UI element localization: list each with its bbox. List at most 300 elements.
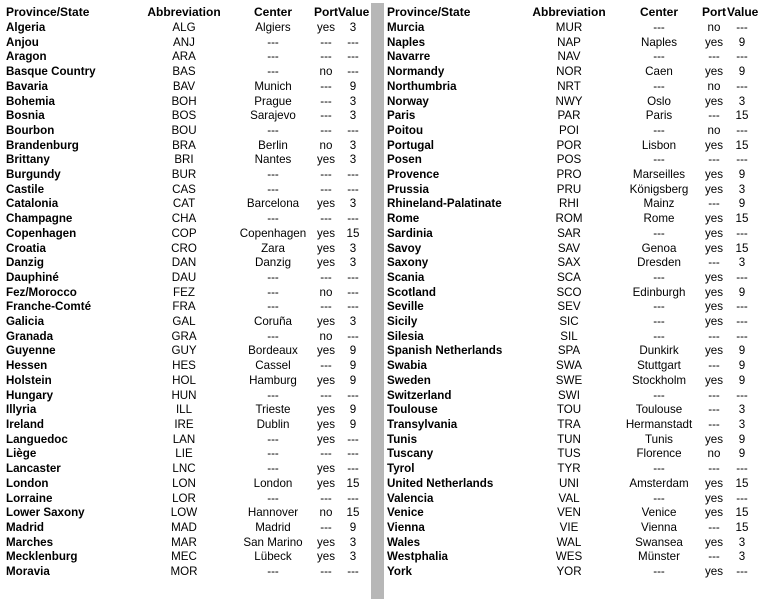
- center-cell: San Marino: [243, 535, 303, 549]
- port-cell: ---: [320, 491, 332, 505]
- table-row: [6, 359, 368, 374]
- center-cell: Marseilles: [632, 168, 686, 182]
- value-cell: 15: [735, 476, 749, 490]
- center-cell: Algiers: [255, 21, 291, 34]
- province-name: Rome: [387, 212, 420, 226]
- value-cell: 9: [738, 285, 746, 299]
- center-cell: ---: [653, 388, 665, 402]
- province-name: Venice: [387, 506, 424, 520]
- province-name: Naples: [387, 35, 426, 49]
- center-cell: ---: [653, 329, 665, 343]
- port-cell: ---: [708, 153, 720, 167]
- abbreviation-cell: POS: [556, 153, 582, 167]
- header-province: Province/State: [6, 5, 90, 19]
- abbreviation-cell: VEN: [557, 506, 581, 520]
- port-cell: yes: [316, 476, 336, 490]
- abbreviation-cell: BUR: [171, 168, 197, 182]
- table-row: [387, 227, 757, 242]
- table-row: [387, 109, 757, 124]
- port-cell: yes: [316, 153, 336, 167]
- abbreviation-cell: TUS: [557, 447, 581, 461]
- value-cell: ---: [736, 21, 748, 34]
- value-cell: 9: [349, 359, 357, 373]
- port-cell: ---: [320, 35, 332, 49]
- value-cell: ---: [736, 329, 748, 343]
- port-cell: ---: [708, 417, 720, 431]
- province-name: Brandenburg: [6, 138, 79, 152]
- province-name: Scotland: [387, 285, 436, 299]
- value-cell: ---: [347, 565, 359, 579]
- table-row: [6, 403, 368, 418]
- center-cell: Coruña: [253, 315, 293, 329]
- province-name: Paris: [387, 109, 416, 123]
- port-cell: ---: [320, 212, 332, 226]
- table-row: [6, 418, 368, 433]
- province-name: United Netherlands: [387, 476, 494, 490]
- center-cell: Prague: [254, 94, 292, 108]
- center-cell: ---: [267, 388, 279, 402]
- port-cell: ---: [320, 565, 332, 579]
- header-center: Center: [253, 5, 292, 19]
- center-cell: ---: [267, 491, 279, 505]
- province-name: Tunis: [387, 432, 418, 446]
- port-cell: ---: [708, 197, 720, 211]
- province-name: Anjou: [6, 35, 39, 49]
- abbreviation-cell: BAV: [172, 79, 196, 93]
- value-cell: 3: [349, 197, 357, 211]
- value-cell: 9: [738, 447, 746, 461]
- center-cell: ---: [267, 65, 279, 79]
- value-cell: ---: [347, 50, 359, 64]
- port-cell: yes: [316, 462, 336, 476]
- center-cell: ---: [267, 329, 279, 343]
- port-cell: ---: [320, 182, 332, 196]
- value-cell: 9: [738, 197, 746, 211]
- value-cell: ---: [347, 65, 359, 79]
- port-cell: yes: [704, 226, 724, 240]
- abbreviation-cell: BOU: [171, 123, 197, 137]
- value-cell: 3: [738, 550, 746, 564]
- province-name: Hungary: [6, 388, 54, 402]
- center-cell: Dunkirk: [639, 344, 679, 358]
- value-cell: 15: [735, 241, 749, 255]
- abbreviation-cell: SAX: [557, 256, 581, 270]
- port-cell: yes: [316, 315, 336, 329]
- center-cell: Hannover: [247, 506, 299, 520]
- port-cell: yes: [704, 300, 724, 314]
- abbreviation-cell: ROM: [555, 212, 583, 226]
- table-row: [387, 80, 757, 95]
- table-row: [6, 271, 368, 286]
- value-cell: 15: [735, 138, 749, 152]
- province-name: Portugal: [387, 138, 435, 152]
- port-cell: no: [707, 447, 721, 461]
- port-cell: yes: [316, 403, 336, 417]
- table-row: [387, 139, 757, 154]
- center-cell: Oslo: [647, 94, 671, 108]
- value-cell: 9: [738, 432, 746, 446]
- center-cell: ---: [267, 565, 279, 579]
- center-cell: Berlin: [258, 138, 288, 152]
- province-name: Savoy: [387, 241, 422, 255]
- abbreviation-cell: POR: [556, 138, 582, 152]
- province-name: Swabia: [387, 359, 427, 373]
- header-row: [6, 3, 368, 21]
- abbreviation-cell: RHI: [559, 197, 579, 211]
- value-cell: ---: [736, 565, 748, 579]
- port-cell: yes: [704, 476, 724, 490]
- province-name: Sweden: [387, 373, 431, 387]
- province-name: Brittany: [6, 153, 50, 167]
- abbreviation-cell: TOU: [556, 403, 582, 417]
- province-name: Catalonia: [6, 197, 59, 211]
- province-name: Rhineland-Palatinate: [387, 197, 502, 211]
- port-cell: ---: [708, 388, 720, 402]
- port-cell: ---: [708, 359, 720, 373]
- center-cell: Danzig: [254, 256, 292, 270]
- province-name: Saxony: [387, 256, 429, 270]
- center-cell: ---: [267, 50, 279, 64]
- province-name: Prussia: [387, 182, 429, 196]
- province-name: Holstein: [6, 373, 52, 387]
- port-cell: no: [707, 123, 721, 137]
- value-cell: 3: [349, 109, 357, 123]
- port-cell: yes: [704, 491, 724, 505]
- value-cell: 3: [349, 21, 357, 34]
- port-cell: yes: [316, 344, 336, 358]
- value-cell: ---: [736, 153, 748, 167]
- center-cell: Dublin: [256, 417, 290, 431]
- value-cell: 3: [349, 241, 357, 255]
- province-name: Franche-Comté: [6, 300, 92, 314]
- center-cell: Venice: [641, 506, 677, 520]
- port-cell: yes: [316, 550, 336, 564]
- table-row: [387, 197, 757, 212]
- abbreviation-cell: FRA: [172, 300, 196, 314]
- value-cell: ---: [736, 462, 748, 476]
- center-cell: Paris: [645, 109, 673, 123]
- abbreviation-cell: SWA: [556, 359, 582, 373]
- port-cell: yes: [704, 35, 724, 49]
- center-cell: Stockholm: [631, 373, 687, 387]
- center-cell: Königsberg: [629, 182, 689, 196]
- table-row: [387, 521, 757, 536]
- value-cell: ---: [736, 270, 748, 284]
- table-row: [6, 227, 368, 242]
- value-cell: ---: [736, 79, 748, 93]
- value-cell: ---: [347, 462, 359, 476]
- center-cell: Trieste: [255, 403, 291, 417]
- value-cell: 3: [738, 403, 746, 417]
- table-row: [387, 242, 757, 257]
- center-cell: ---: [653, 50, 665, 64]
- table-row: [6, 506, 368, 521]
- abbreviation-cell: ILL: [175, 403, 193, 417]
- port-cell: no: [319, 285, 333, 299]
- center-cell: Barcelona: [246, 197, 300, 211]
- table-row: [6, 462, 368, 477]
- table-row: [6, 433, 368, 448]
- value-cell: 15: [735, 212, 749, 226]
- abbreviation-cell: WAL: [556, 535, 582, 549]
- table-row: [387, 550, 757, 565]
- table-row: [387, 492, 757, 507]
- center-cell: ---: [267, 123, 279, 137]
- center-cell: Sarajevo: [250, 109, 296, 123]
- port-cell: yes: [704, 432, 724, 446]
- abbreviation-cell: TRA: [557, 417, 581, 431]
- port-cell: yes: [704, 344, 724, 358]
- port-cell: ---: [320, 270, 332, 284]
- center-cell: ---: [653, 315, 665, 329]
- province-name: Languedoc: [6, 432, 68, 446]
- value-cell: ---: [347, 388, 359, 402]
- table-row: [6, 256, 368, 271]
- port-cell: yes: [704, 168, 724, 182]
- center-cell: Caen: [645, 65, 673, 79]
- abbreviation-cell: BRA: [172, 138, 196, 152]
- center-cell: Swansea: [635, 535, 683, 549]
- center-cell: ---: [267, 285, 279, 299]
- table-row: [387, 286, 757, 301]
- value-cell: 3: [738, 256, 746, 270]
- abbreviation-cell: ANJ: [173, 35, 195, 49]
- table-row: [387, 256, 757, 271]
- province-name: Dauphiné: [6, 270, 59, 284]
- abbreviation-cell: PRO: [556, 168, 582, 182]
- port-cell: no: [319, 329, 333, 343]
- abbreviation-cell: VIE: [559, 520, 579, 534]
- abbreviation-cell: NOR: [556, 65, 582, 79]
- province-name: Fez/Morocco: [6, 285, 77, 299]
- province-name: York: [387, 565, 412, 579]
- port-cell: yes: [316, 373, 336, 387]
- abbreviation-cell: VAL: [558, 491, 580, 505]
- abbreviation-cell: HUN: [171, 388, 197, 402]
- port-cell: ---: [320, 50, 332, 64]
- table-row: [6, 50, 368, 65]
- port-cell: yes: [704, 212, 724, 226]
- center-cell: ---: [653, 491, 665, 505]
- center-cell: Madrid: [255, 520, 291, 534]
- province-name: Marches: [6, 535, 54, 549]
- province-name: Copenhagen: [6, 226, 77, 240]
- province-name: Champagne: [6, 212, 73, 226]
- table-row: [387, 95, 757, 110]
- value-cell: 9: [349, 344, 357, 358]
- value-cell: ---: [347, 491, 359, 505]
- center-cell: ---: [267, 300, 279, 314]
- abbreviation-cell: GAL: [172, 315, 196, 329]
- value-cell: 15: [735, 109, 749, 123]
- abbreviation-cell: CHA: [171, 212, 197, 226]
- abbreviation-cell: SWE: [555, 373, 583, 387]
- province-name: Illyria: [6, 403, 37, 417]
- value-cell: ---: [347, 285, 359, 299]
- province-name: Murcia: [387, 21, 425, 34]
- abbreviation-cell: PAR: [557, 109, 581, 123]
- value-cell: ---: [736, 50, 748, 64]
- province-name: Aragon: [6, 50, 47, 64]
- table-row: [6, 565, 368, 580]
- value-cell: ---: [736, 226, 748, 240]
- province-name: Transylvania: [387, 417, 458, 431]
- province-name: Provence: [387, 168, 440, 182]
- table-row: [6, 374, 368, 389]
- center-cell: ---: [653, 270, 665, 284]
- table-row: [6, 109, 368, 124]
- center-cell: ---: [653, 21, 665, 34]
- port-cell: ---: [320, 123, 332, 137]
- port-cell: ---: [320, 79, 332, 93]
- table-row: [6, 447, 368, 462]
- abbreviation-cell: SPA: [557, 344, 581, 358]
- value-cell: 9: [738, 168, 746, 182]
- port-cell: ---: [320, 520, 332, 534]
- table-row: [6, 330, 368, 345]
- table-row: [6, 21, 368, 36]
- table-row: [6, 315, 368, 330]
- table-row: [387, 168, 757, 183]
- port-cell: ---: [708, 550, 720, 564]
- header-port: Port: [702, 5, 726, 19]
- center-cell: ---: [653, 462, 665, 476]
- province-name: Poitou: [387, 123, 424, 137]
- table-row: [387, 477, 757, 492]
- center-cell: Lisbon: [641, 138, 677, 152]
- province-name: Navarre: [387, 50, 431, 64]
- abbreviation-cell: SCA: [557, 270, 581, 284]
- province-name: Sicily: [387, 315, 418, 329]
- abbreviation-cell: CRO: [171, 241, 197, 255]
- abbreviation-cell: POI: [559, 123, 579, 137]
- province-name: Sardinia: [387, 226, 433, 240]
- center-cell: Toulouse: [635, 403, 683, 417]
- table-row: [387, 183, 757, 198]
- province-name: Burgundy: [6, 168, 61, 182]
- center-cell: Hermanstadt: [625, 417, 693, 431]
- center-cell: Florence: [636, 447, 682, 461]
- abbreviation-cell: SIC: [559, 315, 579, 329]
- value-cell: ---: [347, 35, 359, 49]
- province-name: Westphalia: [387, 550, 448, 564]
- center-cell: Genoa: [641, 241, 677, 255]
- abbreviation-cell: LAN: [172, 432, 196, 446]
- port-cell: yes: [704, 182, 724, 196]
- table-row: [387, 153, 757, 168]
- table-row: [6, 65, 368, 80]
- province-name: Basque Country: [6, 65, 96, 79]
- province-name: Lower Saxony: [6, 506, 85, 520]
- province-rows-left: [6, 21, 368, 580]
- value-cell: 9: [349, 417, 357, 431]
- column-divider: [371, 3, 384, 599]
- table-row: [387, 315, 757, 330]
- table-row: [387, 21, 757, 36]
- abbreviation-cell: NWY: [555, 94, 583, 108]
- abbreviation-cell: DAU: [171, 270, 197, 284]
- province-name: Spanish Netherlands: [387, 344, 503, 358]
- center-cell: Edinburgh: [632, 285, 686, 299]
- province-name: Toulouse: [387, 403, 438, 417]
- abbreviation-cell: YOR: [556, 565, 582, 579]
- port-cell: yes: [704, 270, 724, 284]
- center-cell: Tunis: [645, 432, 673, 446]
- abbreviation-cell: PRU: [556, 182, 582, 196]
- abbreviation-cell: SAR: [557, 226, 581, 240]
- province-name: Croatia: [6, 241, 46, 255]
- abbreviation-cell: NRT: [557, 79, 581, 93]
- center-cell: ---: [267, 462, 279, 476]
- port-cell: yes: [316, 535, 336, 549]
- table-row: [6, 300, 368, 315]
- table-row: [6, 521, 368, 536]
- table-row: [387, 389, 757, 404]
- province-name: Switzerland: [387, 388, 452, 402]
- province-name: Moravia: [6, 565, 50, 579]
- port-cell: yes: [704, 241, 724, 255]
- province-table-right: [387, 3, 757, 580]
- province-name: Posen: [387, 153, 422, 167]
- table-row: [387, 36, 757, 51]
- value-cell: 15: [735, 520, 749, 534]
- table-row: [387, 330, 757, 345]
- port-cell: ---: [320, 94, 332, 108]
- header-port: Port: [314, 5, 338, 19]
- table-row: [6, 36, 368, 51]
- abbreviation-cell: ALG: [172, 21, 196, 34]
- table-row: [387, 359, 757, 374]
- center-cell: ---: [653, 565, 665, 579]
- port-cell: ---: [708, 520, 720, 534]
- port-cell: yes: [704, 138, 724, 152]
- header-value: Value: [338, 5, 370, 19]
- province-name: Scania: [387, 270, 425, 284]
- value-cell: 9: [738, 359, 746, 373]
- value-cell: 15: [346, 226, 360, 240]
- header-row: [387, 3, 757, 21]
- table-row: [387, 418, 757, 433]
- abbreviation-cell: COP: [171, 226, 197, 240]
- province-name: Lorraine: [6, 491, 53, 505]
- table-row: [6, 344, 368, 359]
- header-province: Province/State: [387, 5, 471, 19]
- port-cell: ---: [708, 256, 720, 270]
- port-cell: ---: [320, 447, 332, 461]
- province-name: Hessen: [6, 359, 48, 373]
- center-cell: ---: [267, 432, 279, 446]
- value-cell: 9: [349, 373, 357, 387]
- province-name: Vienna: [387, 520, 425, 534]
- abbreviation-cell: LOR: [172, 491, 196, 505]
- center-cell: Lübeck: [254, 550, 292, 564]
- abbreviation-cell: LNC: [172, 462, 196, 476]
- port-cell: no: [319, 138, 333, 152]
- port-cell: ---: [708, 109, 720, 123]
- abbreviation-cell: UNI: [559, 476, 579, 490]
- center-cell: Cassel: [255, 359, 291, 373]
- center-cell: ---: [267, 270, 279, 284]
- abbreviation-cell: HOL: [172, 373, 196, 387]
- province-rows-right: [387, 21, 757, 580]
- abbreviation-cell: NAV: [557, 50, 581, 64]
- center-cell: Rome: [643, 212, 675, 226]
- port-cell: yes: [704, 285, 724, 299]
- table-row: [6, 153, 368, 168]
- value-cell: 9: [738, 35, 746, 49]
- province-name: Liège: [6, 447, 37, 461]
- port-cell: yes: [316, 226, 336, 240]
